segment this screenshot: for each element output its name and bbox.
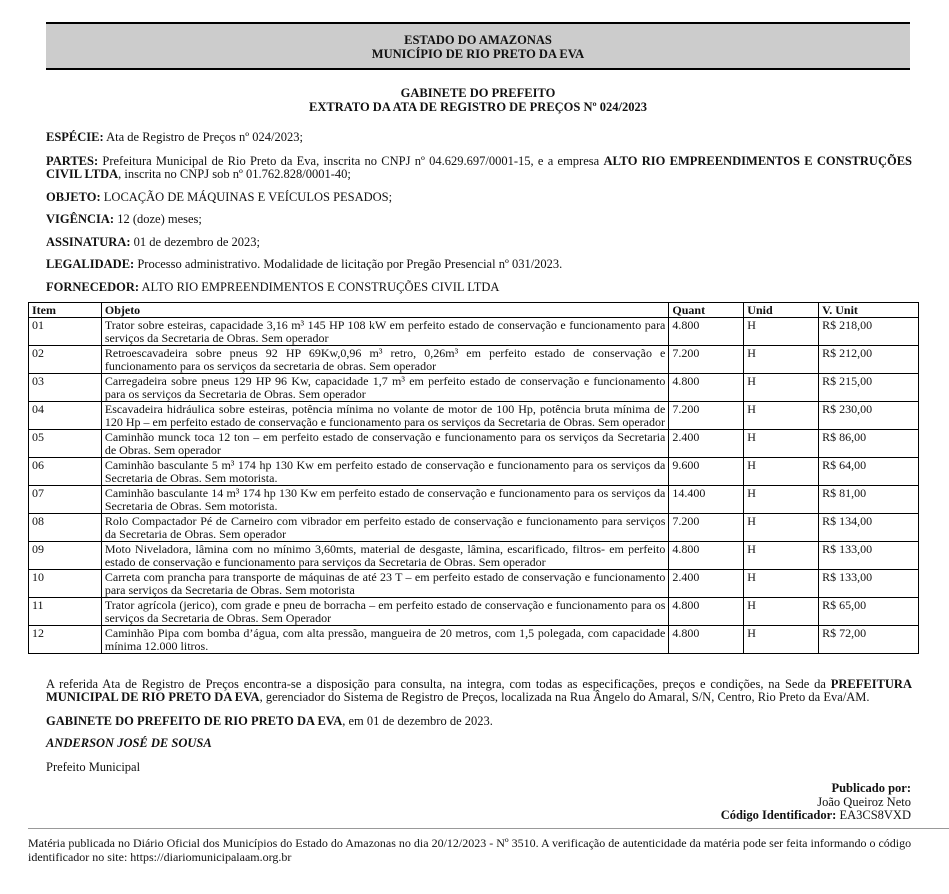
field-label: ASSINATURA: xyxy=(46,235,131,249)
signer-name: ANDERSON JOSÉ DE SOUSA xyxy=(46,736,212,750)
cell-item: 08 xyxy=(29,514,102,542)
gabinete-name: GABINETE DO PREFEITO DE RIO PRETO DA EVA xyxy=(46,714,343,728)
field-label: FORNECEDOR: xyxy=(46,280,140,294)
header-objeto: Objeto xyxy=(101,303,669,318)
footer-note: Matéria publicada no Diário Oficial dos Municípios do Estado do Amazonas no dia 20/12/2023 - Nº 3510. A verificação de autenticidade da matéria pode ser feita informando o código identificador no site: https://diariomunicipalaam.org.br xyxy=(28,836,912,864)
cell-vunit: R$ 134,00 xyxy=(819,514,919,542)
code-label: Código Identificador: xyxy=(720,808,837,822)
field-value: Processo administrativo. Modalidade de licitação por Pregão Presencial nº 031/2023. xyxy=(134,257,563,271)
cell-quant: 4.800 xyxy=(669,542,744,570)
cell-vunit: R$ 86,00 xyxy=(819,430,919,458)
cell-objeto: Retroescavadeira sobre pneus 92 HP 69Kw,0,96 m³ retro, 0,26m³ em perfeito estado de conservação e funcionamento para os serviços da secretaria de obras. Sem operador xyxy=(101,346,669,374)
closing-text-after: , gerenciador do Sistema de Registro de Preços, localizada na Rua Ângelo do Amaral, S/N, Centro, Rio Preto da Eva/AM. xyxy=(259,690,870,704)
cell-vunit: R$ 218,00 xyxy=(819,318,919,346)
closing-paragraph xyxy=(46,678,912,704)
cell-objeto: Carreta com prancha para transporte de máquinas de até 23 T – em perfeito estado de conservação e funcionamento para serviços da Secretaria de Obras. Sem motorista xyxy=(101,570,669,598)
header-item: Item xyxy=(29,303,102,318)
cell-unid: H xyxy=(744,598,819,626)
cell-item: 03 xyxy=(29,374,102,402)
cell-quant: 4.800 xyxy=(669,374,744,402)
publication-info xyxy=(721,782,911,823)
field-value: 01 de dezembro de 2023; xyxy=(130,235,260,249)
cell-unid: H xyxy=(744,486,819,514)
cell-vunit: R$ 72,00 xyxy=(819,626,919,654)
cell-quant: 4.800 xyxy=(669,626,744,654)
cell-objeto: Rolo Compactador Pé de Carneiro com vibrador em perfeito estado de conservação e funcionamento para serviços da Secretaria de Obras. Sem operador xyxy=(101,514,669,542)
field-vigencia xyxy=(46,213,912,226)
cell-unid: H xyxy=(744,346,819,374)
office-title: GABINETE DO PREFEITO xyxy=(400,86,556,100)
cell-item: 12 xyxy=(29,626,102,654)
cell-quant: 7.200 xyxy=(669,514,744,542)
table-row xyxy=(29,542,919,570)
table-row xyxy=(29,486,919,514)
cell-objeto: Caminhão basculante 5 m³ 174 hp 130 Kw em perfeito estado de conservação e funcionamento para os serviços da Secretaria de Obras. Sem motorista. xyxy=(101,458,669,486)
cell-vunit: R$ 65,00 xyxy=(819,598,919,626)
field-partes xyxy=(46,155,912,181)
closing-text: A referida Ata de Registro de Preços encontra-se a disposição para consulta, na integra, com todas as especificações, preços e condições, na Sede da xyxy=(46,677,831,691)
table-row xyxy=(29,318,919,346)
cell-item: 02 xyxy=(29,346,102,374)
header-quant: Quant xyxy=(669,303,744,318)
field-value: Prefeitura Municipal de Rio Preto da Eva, inscrita no CNPJ nº 04.629.697/0001-15, e a empresa xyxy=(98,154,604,168)
table-row xyxy=(29,626,919,654)
cell-quant: 2.400 xyxy=(669,430,744,458)
signer-role: Prefeito Municipal xyxy=(46,760,141,774)
cell-vunit: R$ 133,00 xyxy=(819,570,919,598)
field-label: PARTES: xyxy=(46,154,99,168)
field-value: ALTO RIO EMPREENDIMENTOS E CONSTRUÇÕES CIVIL LTDA xyxy=(139,280,500,294)
cell-objeto: Caminhão munck toca 12 ton – em perfeito estado de conservação e funcionamento para os serviços da Secretaria de Obras. Sem operador xyxy=(101,430,669,458)
cell-vunit: R$ 133,00 xyxy=(819,542,919,570)
cell-vunit: R$ 215,00 xyxy=(819,374,919,402)
cell-unid: H xyxy=(744,570,819,598)
gabinete-date-line xyxy=(46,715,912,728)
cell-unid: H xyxy=(744,318,819,346)
document-title: EXTRATO DA ATA DE REGISTRO DE PREÇOS Nº 024/2023 xyxy=(309,100,647,114)
cell-quant: 7.200 xyxy=(669,346,744,374)
cell-vunit: R$ 64,00 xyxy=(819,458,919,486)
signer-name-line xyxy=(46,737,912,750)
cell-vunit: R$ 81,00 xyxy=(819,486,919,514)
table-row xyxy=(29,514,919,542)
cell-quant: 4.800 xyxy=(669,318,744,346)
cell-item: 07 xyxy=(29,486,102,514)
field-value: 12 (doze) meses; xyxy=(114,212,202,226)
cell-objeto: Trator agrícola (jerico), com grade e pneu de borracha – em perfeito estado de conservação e funcionamento para os serviços da Secretaria de Obras. Sem Operador xyxy=(101,598,669,626)
table-row xyxy=(29,598,919,626)
field-label: OBJETO: xyxy=(46,190,101,204)
table-row xyxy=(29,570,919,598)
cell-vunit: R$ 212,00 xyxy=(819,346,919,374)
cell-unid: H xyxy=(744,514,819,542)
cell-unid: H xyxy=(744,430,819,458)
cell-unid: H xyxy=(744,402,819,430)
field-assinatura xyxy=(46,236,912,249)
cell-quant: 14.400 xyxy=(669,486,744,514)
table-row xyxy=(29,458,919,486)
cell-unid: H xyxy=(744,374,819,402)
cell-unid: H xyxy=(744,542,819,570)
footer-divider xyxy=(28,828,949,829)
publisher-name: João Queiroz Neto xyxy=(817,794,911,809)
table-row xyxy=(29,402,919,430)
cell-item: 11 xyxy=(29,598,102,626)
cell-item: 04 xyxy=(29,402,102,430)
prefeitura-name: PREFEITURA MUNICIPAL DE RIO PRETO DA EVA xyxy=(46,677,912,704)
cell-item: 09 xyxy=(29,542,102,570)
cell-item: 10 xyxy=(29,570,102,598)
field-value: Ata de Registro de Preços nº 024/2023; xyxy=(103,130,303,144)
signer-role-line xyxy=(46,761,912,774)
cell-vunit: R$ 230,00 xyxy=(819,402,919,430)
field-label: VIGÊNCIA: xyxy=(46,212,115,226)
cell-item: 01 xyxy=(29,318,102,346)
table-header-row xyxy=(29,303,919,318)
cell-unid: H xyxy=(744,458,819,486)
cell-objeto: Caminhão basculante 14 m³ 174 hp 130 Kw em perfeito estado de conservação e funcionamento para os serviços da Secretaria de Obras. Sem motorista. xyxy=(101,486,669,514)
table-row xyxy=(29,346,919,374)
cell-quant: 2.400 xyxy=(669,570,744,598)
cell-item: 05 xyxy=(29,430,102,458)
cell-quant: 7.200 xyxy=(669,402,744,430)
document-title-block xyxy=(46,86,910,114)
field-legalidade xyxy=(46,258,912,271)
field-value-after: , inscrita no CNPJ sob nº 01.762.828/0001-40; xyxy=(118,167,351,181)
cell-objeto: Escavadeira hidráulica sobre esteiras, potência mínima no volante de motor de 100 Hp, potência bruta mínima de 120 Hp – em perfeito estado de conservação e funcionamento para os serviços da Secretaria de Obras. Sem operador xyxy=(101,402,669,430)
cell-objeto: Caminhão Pipa com bomba d’água, com alta pressão, mangueira de 20 metros, com 1,5 polegada, com capacidade mínima 12.000 litros. xyxy=(101,626,669,654)
identifier-code: EA3CS8VXD xyxy=(836,808,911,822)
field-fornecedor xyxy=(46,281,912,294)
date-text: , em 01 de dezembro de 2023. xyxy=(342,714,493,728)
field-objeto xyxy=(46,191,912,204)
cell-unid: H xyxy=(744,626,819,654)
municipality-name: MUNICÍPIO DE RIO PRETO DA EVA xyxy=(371,47,585,61)
cell-objeto: Carregadeira sobre pneus 129 HP 96 Kw, capacidade 1,7 m³ em perfeito estado de conservação e funcionamento para os serviços da Secretaria de Obras. Sem operador xyxy=(101,374,669,402)
cell-item: 06 xyxy=(29,458,102,486)
items-table xyxy=(28,302,919,654)
company-name: ALTO RIO EMPREENDIMENTOS E CONSTRUÇÕES CIVIL LTDA xyxy=(46,154,912,181)
cell-objeto: Trator sobre esteiras, capacidade 3,16 m³ 145 HP 108 kW em perfeito estado de conservação e funcionamento para serviços da Secretaria de Obras. Sem operador xyxy=(101,318,669,346)
header-vunit: V. Unit xyxy=(819,303,919,318)
header-band xyxy=(46,22,910,70)
published-by-label: Publicado por: xyxy=(831,781,911,795)
field-label: ESPÉCIE: xyxy=(46,130,104,144)
field-value: LOCAÇÃO DE MÁQUINAS E VEÍCULOS PESADOS; xyxy=(100,190,393,204)
header-unid: Unid xyxy=(744,303,819,318)
field-especie xyxy=(46,131,912,144)
table-row xyxy=(29,430,919,458)
field-label: LEGALIDADE: xyxy=(46,257,135,271)
state-name: ESTADO DO AMAZONAS xyxy=(404,33,552,47)
cell-quant: 9.600 xyxy=(669,458,744,486)
table-row xyxy=(29,374,919,402)
cell-quant: 4.800 xyxy=(669,598,744,626)
cell-objeto: Moto Niveladora, lâmina com no mínimo 3,60mts, material de desgaste, lâmina, escarificado, filtros- em perfeito estado de conservação e funcionamento para serviços da Secretaria de Obras. Sem operador xyxy=(101,542,669,570)
